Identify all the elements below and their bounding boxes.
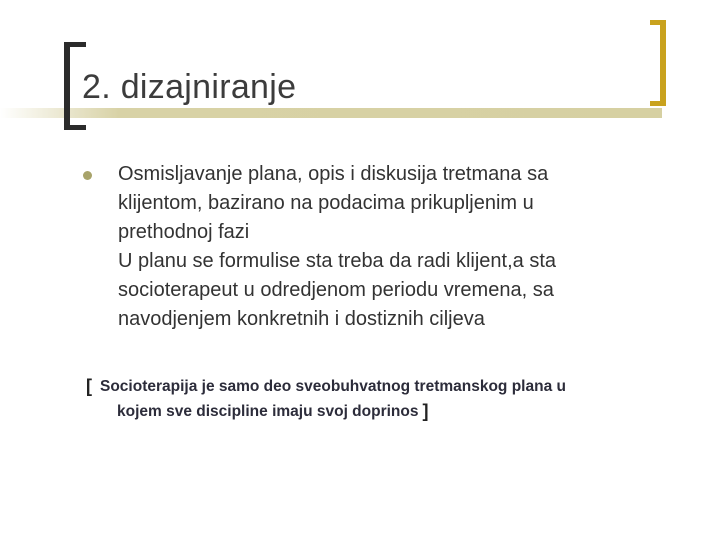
bullet-point-icon xyxy=(83,171,92,180)
note-block xyxy=(86,374,706,424)
close-bracket-icon: ] xyxy=(422,401,429,421)
slide-title: 2. dizajniranje xyxy=(82,68,297,106)
right-bracket-decoration xyxy=(650,20,666,106)
bullet-line: navodjenjem konkretnih i dostiznih ciljeva xyxy=(118,308,485,330)
note-text: kojem sve discipline imaju svoj doprinos xyxy=(117,403,419,420)
bullet-text xyxy=(118,160,678,334)
note-text: Socioterapija je samo deo sveobuhvatnog tretmanskog plana u xyxy=(100,378,566,395)
bullet-line: Osmisljavanje plana, opis i diskusija tretmana sa xyxy=(118,163,549,185)
note-line-2 xyxy=(86,399,706,424)
bullet-line: U planu se formulise sta treba da radi klijent,a sta xyxy=(118,250,556,272)
bullet-line: klijentom, bazirano na podacima prikupljenim u xyxy=(118,192,534,214)
title-underline-band xyxy=(0,108,662,118)
note-line-1 xyxy=(86,374,706,399)
bullet-line: prethodnoj fazi xyxy=(118,221,250,243)
bullet-line: socioterapeut u odredjenom periodu vremena, sa xyxy=(118,279,554,301)
open-bracket-icon: [ xyxy=(86,376,92,396)
